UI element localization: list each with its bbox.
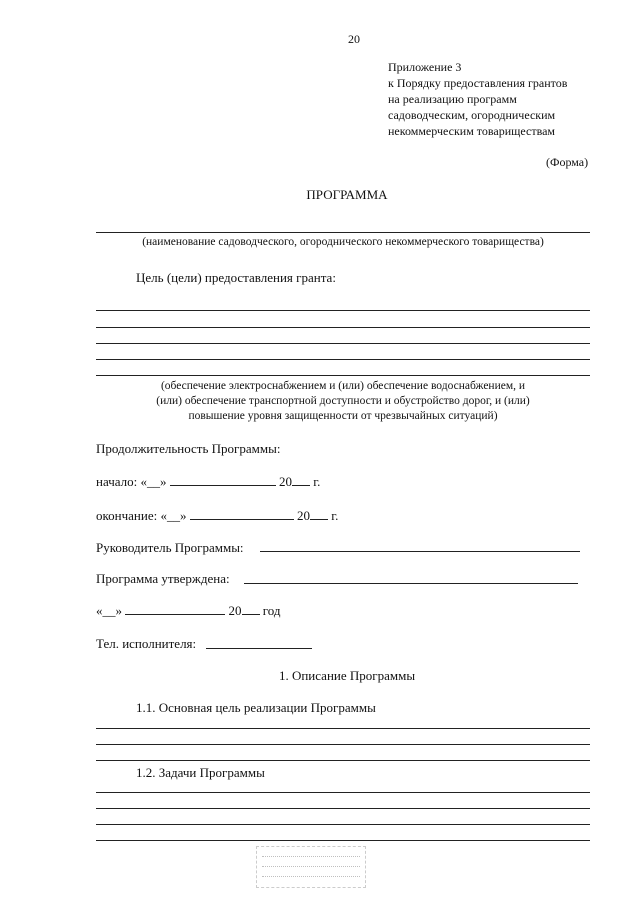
leader-field[interactable] <box>260 551 580 552</box>
start-month-field[interactable] <box>170 473 276 486</box>
page-number: 20 <box>348 32 360 46</box>
approved-date-row <box>96 602 281 618</box>
section-1-title: 1. Описание Программы <box>278 668 416 683</box>
subsection-1-1: 1.1. Основная цель реализации Программы <box>136 700 376 715</box>
phone-field[interactable] <box>206 648 312 649</box>
goal-desc-line-2 <box>96 744 590 745</box>
phone-label: Тел. исполнителя: <box>96 636 197 651</box>
start-year: 20 <box>278 474 292 489</box>
start-label: начало: «__» <box>96 474 167 489</box>
org-caption: (наименование садоводческого, огороднического некоммерческого товарищества) <box>142 236 544 248</box>
end-year-field[interactable] <box>310 507 328 520</box>
goal-line-2 <box>96 327 590 328</box>
leader-label: Руководитель Программы: <box>96 540 244 555</box>
goal-line-3 <box>96 343 590 344</box>
duration-label: Продолжительность Программы: <box>96 441 281 456</box>
approved-month-field[interactable] <box>125 602 225 615</box>
end-year: 20 <box>296 508 310 523</box>
start-year-field[interactable] <box>292 473 310 486</box>
faint-stamp <box>256 846 366 888</box>
end-suffix: г. <box>331 508 339 523</box>
subsection-1-2: 1.2. Задачи Программы <box>136 765 265 780</box>
appendix-line-2: к Порядку предоставления грантов <box>388 76 568 90</box>
tasks-line-4 <box>96 840 590 841</box>
start-date-row <box>96 473 320 489</box>
end-label: окончание: «__» <box>96 508 187 523</box>
goal-line-4 <box>96 359 590 360</box>
appendix-line-1: Приложение 3 <box>388 60 462 74</box>
approved-field[interactable] <box>244 583 578 584</box>
tasks-line-2 <box>96 808 590 809</box>
approved-date-suffix: год <box>262 603 281 618</box>
tasks-line-3 <box>96 824 590 825</box>
approved-year: 20 <box>228 603 242 618</box>
appendix-line-3: на реализацию программ <box>388 92 517 106</box>
approved-date-prefix: «__» <box>96 603 122 618</box>
goal-desc-line-1 <box>96 728 590 729</box>
goal-line-5 <box>96 375 590 376</box>
end-date-row <box>96 507 338 523</box>
doc-title: ПРОГРАММА <box>306 187 388 202</box>
org-name-line <box>96 232 590 233</box>
tasks-line-1 <box>96 792 590 793</box>
appendix-line-5: некоммерческим товариществам <box>388 124 555 138</box>
approved-year-field[interactable] <box>242 602 260 615</box>
goal-label: Цель (цели) предоставления гранта: <box>136 270 336 285</box>
appendix-line-4: садоводческим, огородническим <box>388 108 556 122</box>
start-suffix: г. <box>313 474 321 489</box>
goal-caption-line-1: (обеспечение электроснабжением и (или) обеспечение водоснабжением, и <box>160 380 526 392</box>
end-month-field[interactable] <box>190 507 294 520</box>
form-note: (Форма) <box>546 155 589 169</box>
approved-label: Программа утверждена: <box>96 571 230 586</box>
goal-line-1 <box>96 310 590 311</box>
goal-caption-line-2: (или) обеспечение транспортной доступности и обустройство дорог, и (или) <box>156 395 530 407</box>
goal-caption-line-3: повышение уровня защищенности от чрезвычайных ситуаций) <box>188 410 498 422</box>
goal-desc-line-3 <box>96 760 590 761</box>
